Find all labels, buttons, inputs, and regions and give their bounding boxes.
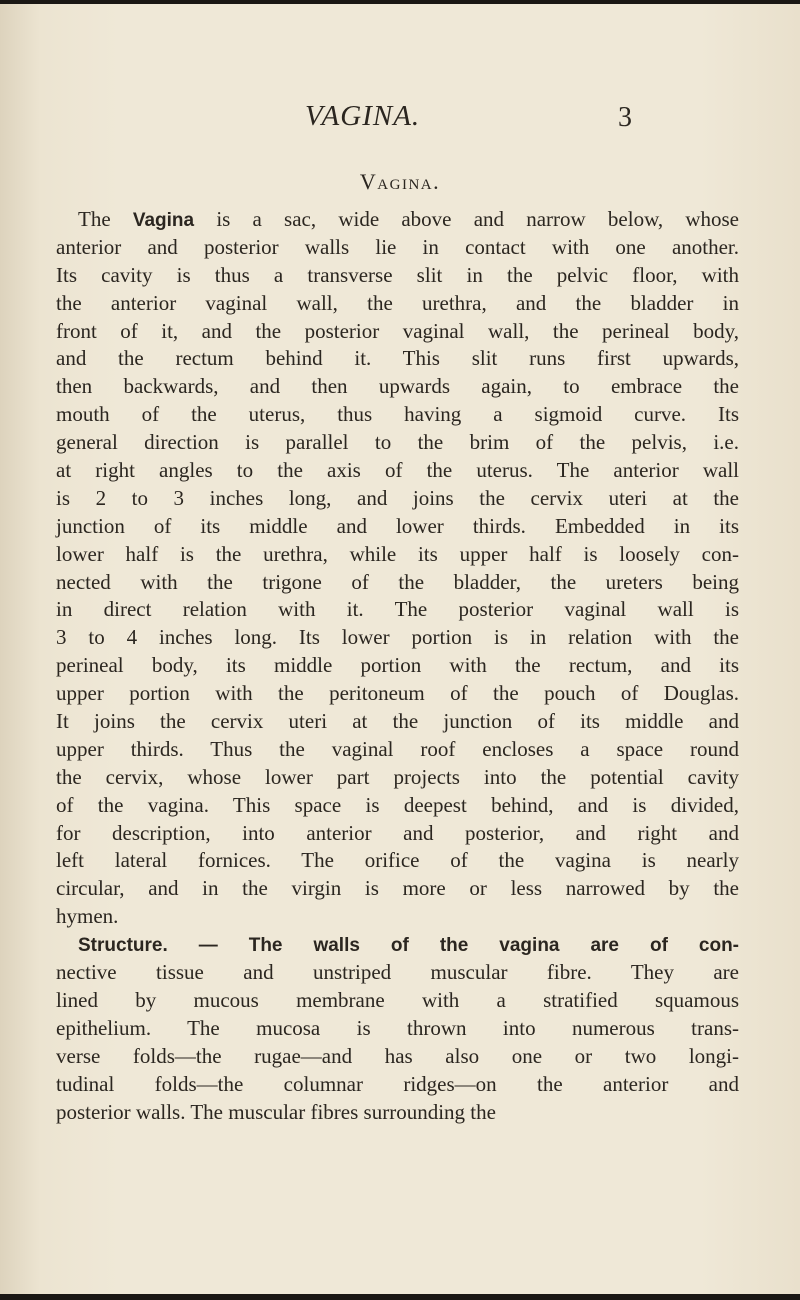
text-run: lower half is the urethra, while its upper half is loosely con- — [56, 541, 739, 566]
text-run: then backwards, and then upwards again, to embrace the — [56, 374, 739, 399]
section-title: Vagina. — [359, 169, 441, 194]
text-run: hymen. — [56, 904, 119, 929]
text-line — [56, 1043, 739, 1071]
text-line — [56, 1071, 739, 1099]
page-number: 3 — [618, 102, 632, 133]
text-line — [56, 457, 739, 485]
text-run: The — [78, 207, 133, 231]
text-line — [56, 875, 739, 903]
text-line — [56, 1015, 739, 1043]
text-line — [56, 764, 739, 792]
text-line — [56, 206, 739, 234]
text-run: anterior and posterior walls lie in contact with one another. — [56, 234, 739, 259]
text-line — [56, 234, 739, 262]
text-run: front of it, and the posterior vaginal wall, the perineal body, — [56, 318, 739, 343]
text-line — [56, 596, 739, 624]
text-line — [56, 847, 739, 875]
text-line — [56, 652, 739, 680]
text-run: It joins the cervix uteri at the junction of its middle and — [56, 709, 739, 734]
text-run: and the rectum behind it. This slit runs first upwards, — [56, 346, 739, 371]
text-line — [56, 1099, 739, 1127]
bold-term: Vagina — [132, 210, 195, 231]
text-run: nective tissue and unstriped muscular fibre. They are — [56, 960, 739, 985]
text-run: junction of its middle and lower thirds. Embedded in its — [56, 513, 739, 538]
text-run: verse folds—the rugae—and has also one or two longi- — [56, 1043, 739, 1068]
text-run: lined by mucous membrane with a stratified squamous — [56, 987, 739, 1012]
text-line — [56, 318, 739, 346]
text-line — [56, 903, 739, 931]
text-line — [56, 373, 739, 401]
running-title: VAGINA. — [305, 100, 421, 132]
text-line — [56, 792, 739, 820]
text-line — [56, 931, 739, 959]
text-run: upper thirds. Thus the vaginal roof encloses a space round — [56, 736, 739, 761]
text-run: circular, and in the virgin is more or less narrowed by the — [56, 876, 739, 901]
text-line — [56, 513, 739, 541]
text-run: at right angles to the axis of the uterus. The anterior wall — [56, 458, 739, 483]
text-line — [56, 541, 739, 569]
text-run: left lateral fornices. The orifice of the vagina is nearly — [56, 848, 739, 873]
text-run: mouth of the uterus, thus having a sigmoid curve. Its — [56, 402, 739, 427]
text-run: is a sac, wide above and narrow below, whose — [194, 207, 739, 231]
running-head — [0, 100, 800, 140]
body-text — [56, 206, 739, 1126]
text-line — [56, 401, 739, 429]
page-bottom-edge — [0, 1294, 800, 1300]
text-run: 3 to 4 inches long. Its lower portion is in relation with the — [56, 625, 739, 650]
text-line — [56, 429, 739, 457]
text-run: for description, into anterior and posterior, and right and — [56, 820, 739, 845]
text-run: Its cavity is thus a transverse slit in the pelvic floor, with — [56, 262, 739, 287]
text-line — [56, 290, 739, 318]
text-run: nected with the trigone of the bladder, the ureters being — [56, 569, 739, 594]
page-top-edge — [0, 0, 800, 4]
text-run: of the vagina. This space is deepest behind, and is divided, — [56, 792, 739, 817]
text-line — [56, 345, 739, 373]
text-line — [56, 987, 739, 1015]
text-line — [56, 708, 739, 736]
text-run: epithelium. The mucosa is thrown into numerous trans- — [56, 1015, 739, 1040]
text-run: posterior walls. The muscular fibres surrounding the — [56, 1099, 496, 1124]
text-run: tudinal folds—the columnar ridges—on the anterior and — [56, 1071, 739, 1096]
text-run: in direct relation with it. The posterior vaginal wall is — [56, 597, 739, 622]
text-run: the anterior vaginal wall, the urethra, and the bladder in — [56, 290, 739, 315]
text-run: general direction is parallel to the brim of the pelvis, i.e. — [56, 430, 739, 455]
text-line — [56, 569, 739, 597]
text-line — [56, 736, 739, 764]
text-line — [56, 680, 739, 708]
text-run: upper portion with the peritoneum of the pouch of Douglas. — [56, 681, 739, 706]
text-line — [56, 485, 739, 513]
text-line — [56, 959, 739, 987]
bold-term: — The walls of the vagina are of con- — [167, 935, 739, 957]
text-line — [56, 624, 739, 652]
text-line — [56, 820, 739, 848]
text-run: the cervix, whose lower part projects into the potential cavity — [56, 764, 739, 789]
bold-term: Structure. — [78, 935, 168, 957]
text-run: perineal body, its middle portion with the rectum, and its — [56, 653, 739, 678]
text-run: is 2 to 3 inches long, and joins the cervix uteri at the — [56, 485, 739, 510]
text-line — [56, 262, 739, 290]
